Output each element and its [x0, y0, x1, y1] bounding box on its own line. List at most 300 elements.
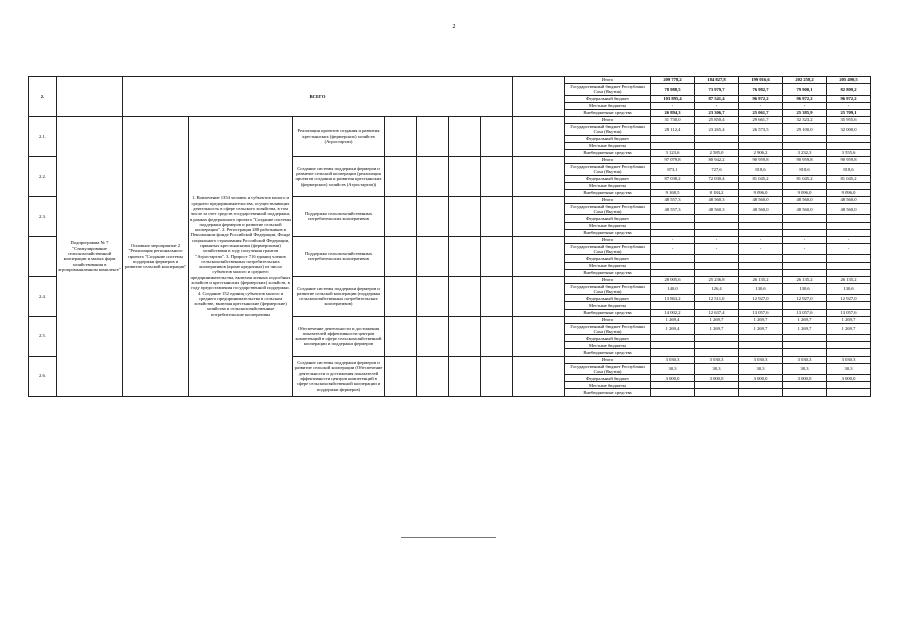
amount-cell: 25 061,7 — [739, 109, 783, 116]
amount-cell: 9 168,5 — [651, 189, 695, 196]
table-row — [29, 116, 871, 123]
amount-cell: 13 863,2 — [651, 295, 695, 302]
amount-cell: 25 385,9 — [783, 109, 827, 116]
amount-cell: 818,6 — [827, 163, 871, 175]
amount-cell: 1 269,4 — [651, 316, 695, 323]
empty-cell — [481, 276, 513, 316]
amount-cell — [827, 349, 871, 356]
amount-cell — [695, 182, 739, 189]
amount-cell: 3 030,3 — [695, 356, 739, 363]
empty-cell — [481, 156, 513, 196]
amount-cell — [827, 255, 871, 262]
row-number: 2.6. — [29, 356, 57, 396]
funding-source: Федеральный бюджет — [565, 175, 651, 182]
amount-cell: 73 979,7 — [695, 84, 739, 96]
amount-cell — [739, 135, 783, 142]
amount-cell: 9 096,0 — [827, 189, 871, 196]
amount-cell: 130,6 — [783, 283, 827, 295]
funding-source: Внебюджетные средства — [565, 189, 651, 196]
amount-cell: 25 850,4 — [695, 116, 739, 123]
amount-cell: - — [783, 243, 827, 255]
empty-cell — [449, 276, 481, 316]
amount-cell: - — [651, 236, 695, 243]
amount-cell: 3 232,3 — [783, 149, 827, 156]
amount-cell: 727,6 — [695, 163, 739, 175]
funding-source: Итого — [565, 356, 651, 363]
amount-cell — [695, 382, 739, 389]
row-number: 2.4. — [29, 276, 57, 316]
row-number: 2.1. — [29, 116, 57, 156]
empty-cell — [417, 196, 449, 236]
empty-cell — [481, 116, 513, 156]
funding-source: Федеральный бюджет — [565, 295, 651, 302]
funding-source: Внебюджетные средства — [565, 389, 651, 396]
amount-cell: 29 661,7 — [739, 116, 783, 123]
amount-cell: 1 269,7 — [827, 323, 871, 335]
amount-cell: 12 511,0 — [695, 295, 739, 302]
amount-cell: 13 057,6 — [827, 309, 871, 316]
amount-cell — [695, 262, 739, 269]
amount-cell: 3 555,6 — [827, 149, 871, 156]
amount-cell: 26 135,2 — [783, 276, 827, 283]
amount-cell — [827, 142, 871, 149]
amount-cell — [783, 135, 827, 142]
amount-cell: 30,3 — [739, 363, 783, 375]
amount-cell — [827, 382, 871, 389]
amount-cell — [739, 269, 783, 276]
amount-cell: 818,6 — [739, 163, 783, 175]
amount-cell — [651, 349, 695, 356]
amount-cell: 3 000,0 — [695, 375, 739, 382]
amount-cell: 76 982,7 — [739, 84, 783, 96]
funding-source: Местные бюджеты — [565, 102, 651, 109]
amount-cell: 96 972,2 — [739, 95, 783, 102]
amount-cell: 26 573,5 — [739, 124, 783, 136]
amount-cell: 23 265,4 — [695, 124, 739, 136]
amount-cell: 12 927,0 — [783, 295, 827, 302]
amount-cell: - — [783, 102, 827, 109]
amount-cell — [651, 255, 695, 262]
amount-cell: 1 269,7 — [695, 323, 739, 335]
amount-cell: 28 112,4 — [651, 124, 695, 136]
amount-cell — [739, 389, 783, 396]
funding-source: Итого — [565, 196, 651, 203]
empty-cell — [513, 116, 565, 156]
footnote-divider — [401, 537, 496, 538]
amount-cell: 48 560,0 — [739, 196, 783, 203]
amount-cell: 3 030,3 — [651, 356, 695, 363]
amount-cell: 82 809,2 — [827, 84, 871, 96]
amount-cell — [827, 222, 871, 229]
empty-cell — [417, 276, 449, 316]
activity-name: Поддержка сельскохозяйственных потребительских кооперативов — [293, 236, 385, 276]
amount-cell — [651, 335, 695, 342]
amount-cell: 48 560,3 — [695, 203, 739, 215]
amount-cell — [739, 215, 783, 222]
empty-cell — [385, 116, 417, 156]
funding-source: Государственный бюджет Республики Саха (Якутия) — [565, 163, 651, 175]
funding-source: Местные бюджеты — [565, 262, 651, 269]
funding-source: Итого — [565, 156, 651, 163]
amount-cell — [695, 349, 739, 356]
amount-cell: 3 000,0 — [783, 375, 827, 382]
amount-cell — [827, 342, 871, 349]
funding-source: Внебюджетные средства — [565, 269, 651, 276]
amount-cell — [783, 269, 827, 276]
amount-cell: - — [783, 236, 827, 243]
amount-cell: 48 560,0 — [739, 203, 783, 215]
amount-cell — [695, 389, 739, 396]
amount-cell — [739, 342, 783, 349]
amount-cell — [695, 215, 739, 222]
amount-cell — [739, 182, 783, 189]
funding-source: Федеральный бюджет — [565, 335, 651, 342]
amount-cell — [739, 302, 783, 309]
amount-cell: - — [827, 236, 871, 243]
amount-cell — [783, 215, 827, 222]
amount-cell: 23 306,7 — [695, 109, 739, 116]
empty-cell — [513, 156, 565, 196]
amount-cell — [827, 135, 871, 142]
funding-source: Государственный бюджет Республики Саха (Якутия) — [565, 283, 651, 295]
amount-cell: 1 269,7 — [695, 316, 739, 323]
amount-cell: 96 972,2 — [783, 95, 827, 102]
amount-cell: 3 030,3 — [739, 356, 783, 363]
empty-cell — [481, 196, 513, 236]
amount-cell: 2 906,2 — [739, 149, 783, 156]
amount-cell — [783, 389, 827, 396]
amount-cell — [783, 342, 827, 349]
amount-cell: 31 730,0 — [651, 116, 695, 123]
funding-source: Государственный бюджет Республики Саха (Якутия) — [565, 203, 651, 215]
amount-cell: 48 560,0 — [827, 203, 871, 215]
amount-cell — [695, 255, 739, 262]
amount-cell: 87 541,4 — [695, 95, 739, 102]
amount-cell — [827, 182, 871, 189]
amount-cell: 97 079,8 — [651, 156, 695, 163]
amount-cell — [783, 335, 827, 342]
amount-cell: 32 323,2 — [783, 116, 827, 123]
amount-cell: 48 560,3 — [695, 196, 739, 203]
funding-source: Внебюджетные средства — [565, 149, 651, 156]
amount-cell: 14 002,2 — [651, 309, 695, 316]
row-number: 2. — [29, 77, 57, 117]
amount-cell: 205 490,5 — [827, 77, 871, 84]
amount-cell: 873,1 — [651, 163, 695, 175]
amount-cell: 3 123,6 — [651, 149, 695, 156]
budget-table — [28, 76, 871, 397]
amount-cell: 29 100,0 — [783, 124, 827, 136]
amount-cell — [827, 269, 871, 276]
amount-cell — [739, 335, 783, 342]
amount-cell: 81 045,2 — [739, 175, 783, 182]
amount-cell — [739, 222, 783, 229]
amount-cell: - — [695, 236, 739, 243]
amount-cell: 140,0 — [651, 283, 695, 295]
amount-cell: 48 560,0 — [783, 203, 827, 215]
amount-cell — [739, 255, 783, 262]
amount-cell — [739, 349, 783, 356]
amount-cell: 81 045,2 — [827, 175, 871, 182]
amount-cell: 3 000,0 — [739, 375, 783, 382]
amount-cell: 199 016,6 — [739, 77, 783, 84]
amount-cell: 1 269,7 — [739, 316, 783, 323]
amount-cell — [651, 342, 695, 349]
amount-cell: 12 927,0 — [739, 295, 783, 302]
amount-cell — [739, 229, 783, 236]
amount-cell: 30,3 — [695, 363, 739, 375]
empty-cell — [449, 356, 481, 396]
funding-source: Внебюджетные средства — [565, 109, 651, 116]
amount-cell: 48 557,3 — [651, 196, 695, 203]
empty-cell — [417, 236, 449, 276]
empty-cell — [449, 316, 481, 356]
amount-cell — [783, 255, 827, 262]
empty-cell — [449, 156, 481, 196]
table-row — [29, 77, 871, 84]
funding-source: Итого — [565, 276, 651, 283]
amount-cell — [651, 142, 695, 149]
empty-cell — [385, 356, 417, 396]
amount-cell — [651, 269, 695, 276]
amount-cell: 90 959,8 — [827, 156, 871, 163]
amount-cell: 26 135,2 — [827, 276, 871, 283]
subprogram-name: Подпрограмма № 7 "Стимулирование сельскохозяйственной кооперации и малых форм хозяйствования в агропромышленном комплексе" — [57, 116, 123, 396]
amount-cell: 78 988,5 — [651, 84, 695, 96]
funding-source: Местные бюджеты — [565, 342, 651, 349]
amount-cell: 3 030,3 — [783, 356, 827, 363]
funding-source: Местные бюджеты — [565, 302, 651, 309]
activity-name: Реализация проектов создания и развития крестьянских (фермерских) хозяйств (Агростартап) — [293, 116, 385, 156]
amount-cell: 25 236,8 — [695, 276, 739, 283]
amount-cell — [783, 222, 827, 229]
amount-cell — [695, 342, 739, 349]
amount-cell: - — [827, 102, 871, 109]
amount-cell: - — [651, 102, 695, 109]
empty-cell — [385, 156, 417, 196]
amount-cell — [827, 335, 871, 342]
amount-cell: 130,6 — [827, 283, 871, 295]
amount-cell — [783, 382, 827, 389]
activity-name: Обеспечение деятельности и достижения показателей эффективности центров компетенций в сфере сельскохозяйственной кооперации и поддержки фермеров — [293, 316, 385, 356]
activity-name: Поддержка сельскохозяйственных потребительских кооперативов — [293, 196, 385, 236]
amount-cell: 103 895,4 — [651, 95, 695, 102]
amount-cell — [695, 302, 739, 309]
amount-cell: 25 709,1 — [827, 109, 871, 116]
empty-cell — [385, 236, 417, 276]
row-number: 2.3. — [29, 196, 57, 236]
amount-cell: 2 585,0 — [695, 149, 739, 156]
funding-source: Федеральный бюджет — [565, 375, 651, 382]
total-label: ВСЕГО — [123, 77, 513, 117]
funding-source: Местные бюджеты — [565, 222, 651, 229]
amount-cell — [695, 335, 739, 342]
amount-cell — [651, 389, 695, 396]
amount-cell: 9 096,0 — [783, 189, 827, 196]
funding-source: Государственный бюджет Республики Саха (Якутия) — [565, 243, 651, 255]
amount-cell: 3 030,3 — [827, 356, 871, 363]
amount-cell: 1 269,4 — [651, 323, 695, 335]
amount-cell — [783, 302, 827, 309]
funding-source: Итого — [565, 116, 651, 123]
amount-cell — [695, 269, 739, 276]
amount-cell: 35 955,6 — [827, 116, 871, 123]
amount-cell: 202 258,2 — [783, 77, 827, 84]
amount-cell: 13 057,6 — [783, 309, 827, 316]
amount-cell: - — [695, 102, 739, 109]
empty-cell — [513, 276, 565, 316]
empty-cell — [385, 276, 417, 316]
empty-cell — [481, 356, 513, 396]
amount-cell: 12 927,0 — [827, 295, 871, 302]
amount-cell: 48 557,3 — [651, 203, 695, 215]
amount-cell — [827, 262, 871, 269]
amount-cell: 79 900,1 — [783, 84, 827, 96]
amount-cell: 32 000,0 — [827, 124, 871, 136]
empty-cell — [417, 316, 449, 356]
amount-cell: 13 057,6 — [739, 309, 783, 316]
amount-cell: 12 637,4 — [695, 309, 739, 316]
amount-cell: 48 560,0 — [783, 196, 827, 203]
empty-cell — [481, 236, 513, 276]
empty-cell — [513, 356, 565, 396]
funding-source: Местные бюджеты — [565, 182, 651, 189]
amount-cell: 72 030,4 — [695, 175, 739, 182]
amount-cell: 30,3 — [651, 363, 695, 375]
amount-cell — [651, 262, 695, 269]
amount-cell — [739, 142, 783, 149]
amount-cell — [651, 229, 695, 236]
amount-cell — [651, 135, 695, 142]
amount-cell: - — [739, 243, 783, 255]
amount-cell — [695, 142, 739, 149]
empty-cell — [385, 196, 417, 236]
amount-cell — [783, 142, 827, 149]
empty-cell — [57, 77, 123, 117]
amount-cell: - — [651, 243, 695, 255]
funding-source: Федеральный бюджет — [565, 215, 651, 222]
amount-cell: 184 827,8 — [695, 77, 739, 84]
amount-cell: - — [739, 236, 783, 243]
amount-cell — [651, 302, 695, 309]
amount-cell — [739, 262, 783, 269]
funding-source: Внебюджетные средства — [565, 349, 651, 356]
empty-cell — [417, 116, 449, 156]
empty-cell — [513, 236, 565, 276]
amount-cell: 8 184,2 — [695, 189, 739, 196]
amount-cell — [739, 382, 783, 389]
funding-source: Государственный бюджет Республики Саха (Якутия) — [565, 363, 651, 375]
amount-cell: 209 778,2 — [651, 77, 695, 84]
amount-cell — [827, 215, 871, 222]
row-number: 2.2. — [29, 156, 57, 196]
amount-cell — [695, 135, 739, 142]
amount-cell — [827, 302, 871, 309]
amount-cell: 30,3 — [827, 363, 871, 375]
funding-source: Внебюджетные средства — [565, 309, 651, 316]
row-number — [29, 236, 57, 276]
funding-source: Итого — [565, 316, 651, 323]
funding-source: Федеральный бюджет — [565, 255, 651, 262]
funding-source: Федеральный бюджет — [565, 135, 651, 142]
funding-source: Итого — [565, 77, 651, 84]
activity-name: Создание системы поддержки фермеров и развитие сельской кооперации (реализация проектов создания и развития крестьянских (фермерских) хозяйств (Агростартап)) — [293, 156, 385, 196]
amount-cell: 1 269,7 — [827, 316, 871, 323]
amount-cell — [783, 229, 827, 236]
basic-measure-name: Основное мероприятие 2 "Реализация регионального проекта "Создание системы поддержки фермеров и развитие сельской кооперации" — [123, 116, 189, 396]
amount-cell: 28 005,6 — [651, 276, 695, 283]
amount-cell — [651, 215, 695, 222]
amount-cell: - — [695, 243, 739, 255]
amount-cell — [783, 349, 827, 356]
empty-cell — [513, 196, 565, 236]
amount-cell: 26 135,2 — [739, 276, 783, 283]
empty-cell — [513, 316, 565, 356]
amount-cell — [651, 382, 695, 389]
amount-cell — [695, 222, 739, 229]
empty-cell — [385, 316, 417, 356]
amount-cell: - — [739, 102, 783, 109]
amount-cell: 1 269,7 — [739, 323, 783, 335]
amount-cell: 130,6 — [739, 283, 783, 295]
amount-cell: 26 894,3 — [651, 109, 695, 116]
amount-cell: 80 942,2 — [695, 156, 739, 163]
amount-cell: 90 959,8 — [783, 156, 827, 163]
amount-cell — [827, 389, 871, 396]
amount-cell — [695, 229, 739, 236]
empty-cell — [513, 77, 565, 117]
target-indicators: 1. Вовлечение 1354 человек и субъектов малого и среднего предпринимательства, осуществляющих деятельность в сфере сельского хозяйства, в том числе за счет средств государственной поддержки, в рамках федерального проекта "Создание системы поддержки фермеров и развитие сельской кооперации". 2. Регистрация 288 работников в Пенсионном фонде Российской Федерации, Фонде социального страхования Российской Федерации, принятых крестьянскими (фермерскими) хозяйствами в году получения грантов "Агростартап". 3. Прирост 716 единиц членов сельскохозяйственных потребительских кооперативов (кроме кредитных) из числа субъектов малого и среднего предпринимательства, включая личных подсобных хозяйств и крестьянских (фермерских) хозяйств, в году предоставления государственной поддержки. 4. Создание 152 единиц субъектов малого и среднего предпринимательства в сельском хозяйстве, включая крестьянские (фермерские) хозяйства и сельскохозяйственные потребительские кооперативы — [189, 116, 293, 396]
amount-cell: 126,4 — [695, 283, 739, 295]
amount-cell — [827, 229, 871, 236]
amount-cell: 48 560,0 — [827, 196, 871, 203]
amount-cell: 3 000,0 — [827, 375, 871, 382]
empty-cell — [417, 156, 449, 196]
empty-cell — [417, 356, 449, 396]
amount-cell: - — [827, 243, 871, 255]
amount-cell: 818,6 — [783, 163, 827, 175]
funding-source: Государственный бюджет Республики Саха (Якутия) — [565, 124, 651, 136]
activity-name: Создание системы поддержки фермеров и развитие сельской кооперации (Обеспечение деятельности и достижения показателей эффективности центров компетенций в сфере сельскохозяйственной кооперации и поддержки фермеров) — [293, 356, 385, 396]
amount-cell: 1 269,7 — [783, 323, 827, 335]
amount-cell — [651, 222, 695, 229]
funding-source: Внебюджетные средства — [565, 229, 651, 236]
amount-cell — [783, 182, 827, 189]
amount-cell — [783, 262, 827, 269]
funding-source: Государственный бюджет Республики Саха (Якутия) — [565, 84, 651, 96]
amount-cell: 90 959,8 — [739, 156, 783, 163]
amount-cell: 3 000,0 — [651, 375, 695, 382]
activity-name: Создание системы поддержки фермеров и развитие сельской кооперации (поддержка сельскохозяйственных потребительских кооперативов) — [293, 276, 385, 316]
empty-cell — [481, 316, 513, 356]
row-number: 2.5. — [29, 316, 57, 356]
amount-cell: 1 269,7 — [783, 316, 827, 323]
empty-cell — [449, 116, 481, 156]
amount-cell: 30,3 — [783, 363, 827, 375]
amount-cell: 81 045,2 — [783, 175, 827, 182]
funding-source: Федеральный бюджет — [565, 95, 651, 102]
amount-cell: 9 096,0 — [739, 189, 783, 196]
page-number: 2 — [452, 24, 456, 30]
funding-source: Итого — [565, 236, 651, 243]
table-body — [29, 77, 871, 397]
funding-source: Местные бюджеты — [565, 142, 651, 149]
empty-cell — [449, 236, 481, 276]
funding-source: Государственный бюджет Республики Саха (Якутия) — [565, 323, 651, 335]
empty-cell — [449, 196, 481, 236]
amount-cell: 87 038,2 — [651, 175, 695, 182]
amount-cell: 96 972,2 — [827, 95, 871, 102]
